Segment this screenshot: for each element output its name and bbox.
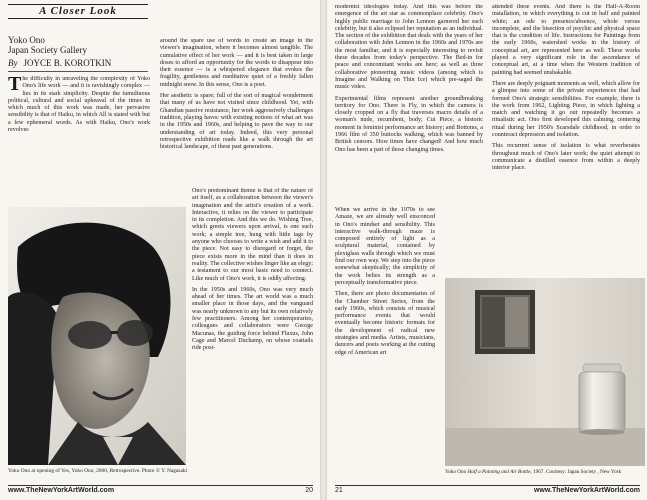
drop-cap: T bbox=[8, 76, 22, 95]
paragraph: Her aesthetic is spare; full of the sort of magical wonderment that many of us have not visited since childhood. Yet, with Ghandian passive resistance, her work aggressively challenges tradition, playing havoc with existing notions of what art was in the 1950s and 1960s, and helping to pave the way to our understanding of art today. Indeed, this very personal retrospective exhibition reads like a walk through the art historical landscape, of these past generations. bbox=[160, 93, 313, 151]
footer-rule bbox=[335, 485, 640, 486]
left-page bbox=[0, 0, 320, 500]
footer-rule bbox=[8, 485, 313, 486]
footer-url[interactable]: www.TheNewYorkArtWorld.com bbox=[8, 487, 115, 494]
photo-caption: Yoko Ono at opening of Yes, Yoko Ono, 2000, Retrospective. Photo © Y. Nagasaki bbox=[8, 468, 188, 474]
subject-title: Yoko Ono bbox=[8, 35, 45, 45]
caption-artist: Yoko Ono bbox=[445, 469, 467, 475]
artwork-image bbox=[445, 278, 645, 466]
paragraph: Experimental films represent another groundbreaking territory for Ono. There is Fly, in which the camera is closely cropped on a fly that traverses macro details of a woman's nude, recumbent, body; Cut Piece, a historic moment in feminist performance art history; and Bottoms, a 1966 film of 350 buttocks walking, which was banned by British censors. How times have changed! And how much Ono has been a part of those changing times. bbox=[335, 95, 483, 153]
footer bbox=[335, 487, 640, 496]
paragraph: This recurrent sense of isolation is what reverberates throughout much of Ono's later work; the quiet attempt to communicate a distilled essence from within a deeply interior place. bbox=[492, 143, 640, 172]
page-number: 20 bbox=[305, 487, 313, 494]
portrait-image bbox=[8, 207, 186, 465]
right-column-2 bbox=[492, 4, 640, 214]
photo-caption bbox=[445, 469, 645, 475]
paragraph: There are deeply poignant moments as well, which allow for a glimpse into some of the private experiences that had formed Ono's strategic sensibilities. For example, there is the work from 1962, Lighting Piece, in which lighting a match and watching it go out repeatedly becomes a ritualistic act. Ono first developed this calming, centering ritual during her 1950's Scarsdale childhood, in order to counteract depression and isolation. bbox=[492, 80, 640, 139]
right-column-1-narrow bbox=[335, 207, 435, 485]
paragraph: Ono's predominant theme is that of the nature of art itself, as a collaboration between the viewer's imagination and the artist's creation of a work. Interactive, it relies on the viewer to participate in its completion. And this we do. Wishing Tree, which greets viewers upon arrival, is one such work; a simple tree, hung with little tags by anyone who chooses to write a wish and add it to the piece. Not easy to disregard or forget, the piece exists more in the mind than it does in reality. The collective wishes linger like an elegy; a testament to our most basic need to connect. Like much of Ono's work, it is oddly affecting. bbox=[192, 188, 313, 282]
paragraph: In the 1950s and 1960s, Ono was very much ahead of her times. The art world was a much smaller place in those days, and the vanguard was nearly unknown to any but its own relatively few practitioners. Among her contemporaries, colleagues and collaborators were George Macunas, the guiding force behind Fluxus, John Cage and Marcel Duchamp, on whose coattails ride post- bbox=[192, 286, 313, 352]
paragraph: When we arrive in the 1970s to see Amaze, we are already well ensconced in Ono's mindset and sensibility. This interactive walk-through maze is composed entirely of light as a sculptural material, contained by plexiglass walls through which we must find our own way. We step into the piece somewhat skeptically; the simplicity of the work belies its strength as a perceptually transformative piece. bbox=[335, 207, 435, 286]
portrait-photo bbox=[8, 207, 186, 465]
artwork-photo bbox=[445, 278, 645, 466]
caption-title: Half a Painting and Air Bottle, bbox=[467, 469, 532, 475]
left-column-1 bbox=[8, 76, 150, 204]
page-number: 21 bbox=[335, 487, 343, 494]
caption-credit: 1967. Courtesy: Japan Society , New York bbox=[533, 469, 622, 475]
page-gutter bbox=[320, 0, 327, 500]
section-banner: A Closer Look bbox=[8, 4, 148, 19]
subject-venue: Japan Society Gallery bbox=[8, 45, 87, 55]
footer-url[interactable]: www.TheNewYorkArtWorld.com bbox=[533, 487, 640, 494]
byline bbox=[8, 58, 148, 72]
paragraph: modernist ideologies today. And this was before the emergence of the art star as commonplace celebrity. Ono's highly public marriage to John Lennon garnered her such celebrity, but it also eclipsed her reputation as an individual. The section of the exhibition that deals with the years of her collaboration with John Lennon in the 1960s and 1970s are the most familiar, and it is especially interesting to revisit these decades from today's perspective. The Bed-in for peace and concomitant works are here; as well as three collaborative pioneering music videos (among which is Imagine and Walking on Thin Ice) which pre-saged the music video. bbox=[335, 4, 483, 91]
right-page bbox=[327, 0, 647, 500]
left-column-2-top bbox=[160, 38, 313, 188]
paragraph: around the spare use of words to create an image in the viewer's imagination, where it becomes almost tangible. The cumulative effect of her work — and it is best taken in large doses to afford an opportunity for the words to disappear into their essence — is a whispered elegance that evokes the fragility, gentleness and meditative quiet of a freshly fallen midnight snow. In this sense, Ono is a poet. bbox=[160, 38, 313, 88]
paragraph: attended these events. And there is the Half-A-Room installation, in which everything is cut in half and painted white; an ode to presence/absence, whole versus incomplete, and the bisection of psychic and physical space that is the condition of life. Instructions for Paintings from the early 1960s, watershed works in the history of conceptual art, are represented here as well. These works played a very significant role in the ascendance of conceptual art, at a time when the Western tradition of painting had seemed unshakable. bbox=[492, 4, 640, 76]
left-column-2-narrow bbox=[192, 188, 313, 468]
byline-prefix: By bbox=[8, 58, 18, 68]
footer bbox=[8, 487, 313, 496]
byline-author: JOYCE B. KOROTKIN bbox=[23, 58, 112, 68]
paragraph: Then, there are photo documentaries of the Chamber Street Series, from the early 1960s, which consists of musical performance events that would eventually become historic formats for the development of radical new strategies and media. Artists, musicians, dancers and poets working at the cutting edge of American art bbox=[335, 291, 435, 356]
paragraph: The difficulty in unraveling the complexity of Yoko Ono's life work — and it is ravishingly complex — lies in its stark simplicity. Despite the tumultuous political, cultural and social upheaval of the times in which much of this work was made, her pervasive sensibility is that of Haiku, in which All is stated with but a few ephemeral words. As with Haiku, Ono's work revolves bbox=[8, 76, 150, 134]
